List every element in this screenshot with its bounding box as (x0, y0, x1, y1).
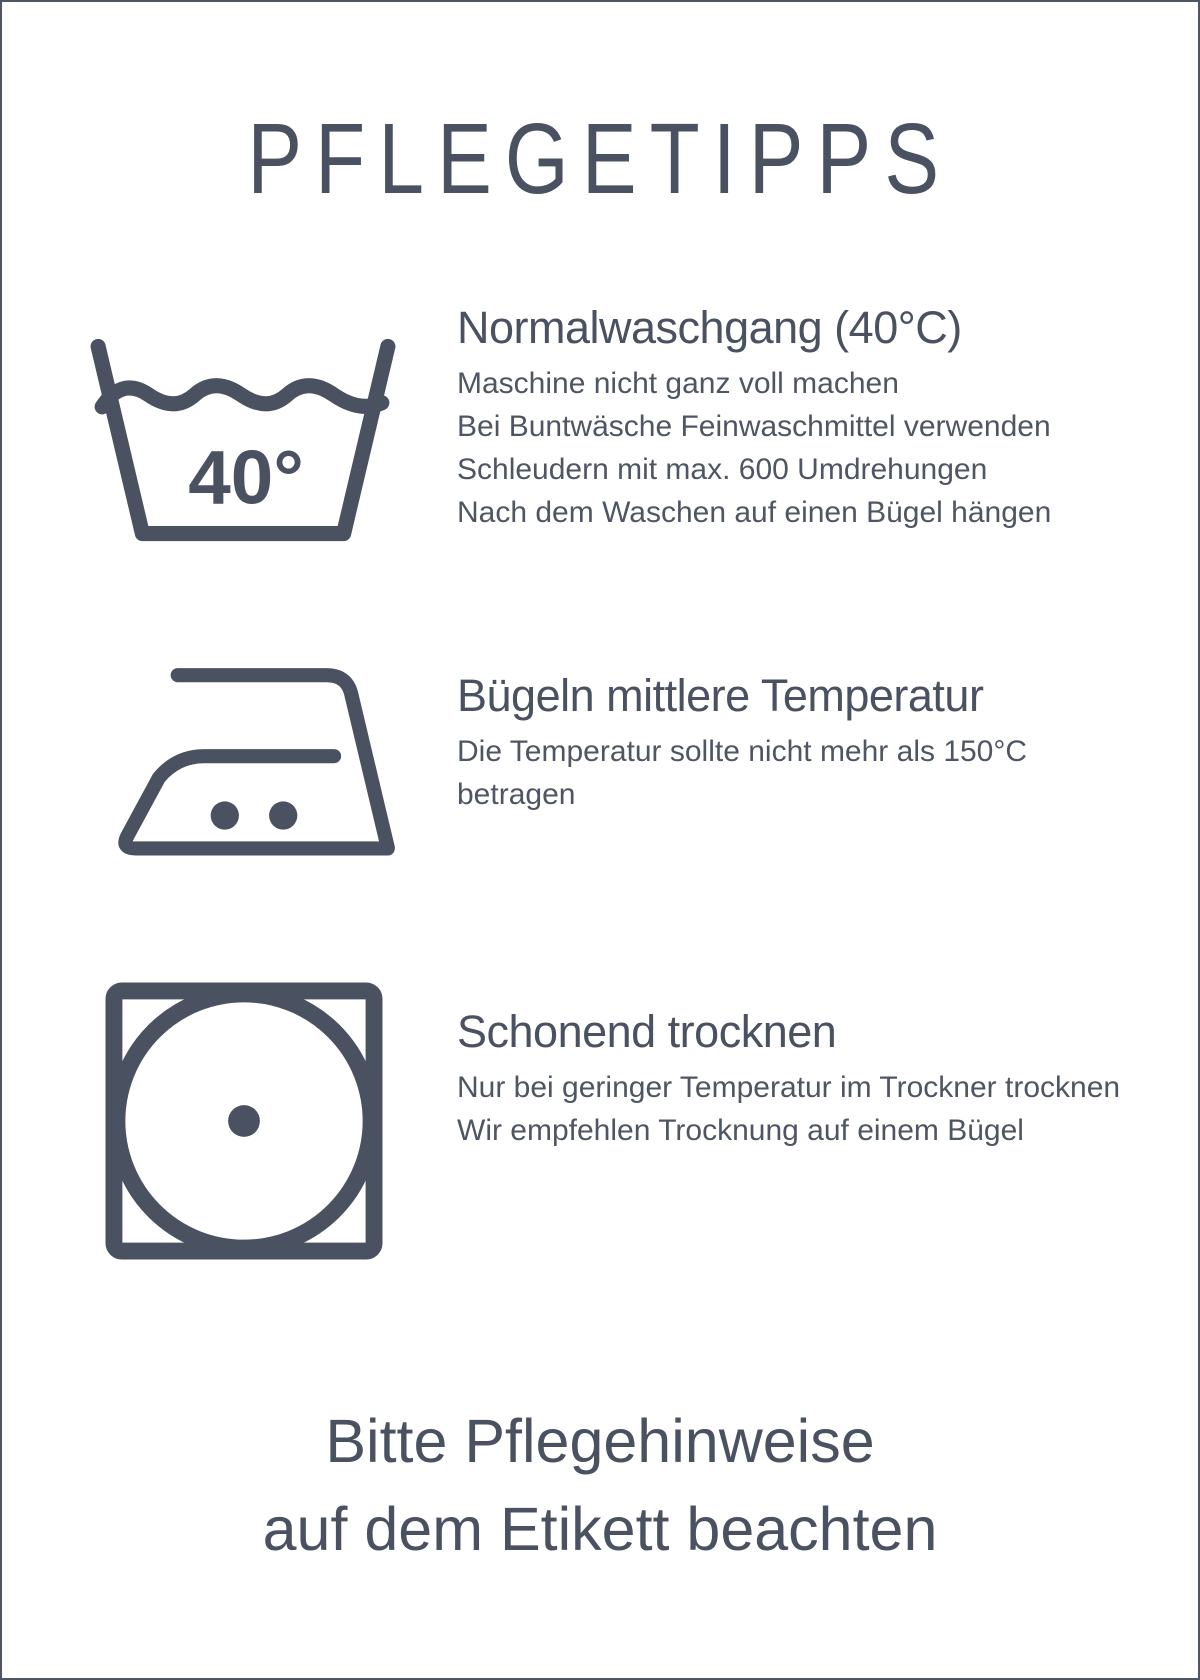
wash-line-2: Bei Buntwäsche Feinwaschmittel verwenden (457, 410, 1051, 443)
dry-line-1: Nur bei geringer Temperatur im Trockner trocknen (457, 1071, 1121, 1104)
iron-medium-temperature-icon (108, 660, 400, 858)
tumble-dry-gentle-icon (105, 982, 383, 1260)
footer-note (2, 1397, 1198, 1573)
wash-temperature-label: 40° (188, 435, 304, 521)
iron-instructions (457, 670, 1147, 816)
footer-line-1: Bitte Pflegehinweise (325, 1407, 875, 1475)
footer-line-2: auf dem Etikett beachten (262, 1495, 938, 1563)
dry-title: Schonend trocknen (457, 1006, 837, 1057)
wash-line-1: Maschine nicht ganz voll machen (457, 367, 899, 400)
dry-instructions (457, 1006, 1147, 1152)
wash-basin-40-icon (82, 332, 404, 549)
wash-instructions (457, 302, 1147, 534)
page-title (2, 102, 1198, 217)
wash-line-4: Nach dem Waschen auf einen Bügel hängen (457, 496, 1052, 529)
wash-title: Normalwaschgang (40°C) (457, 302, 962, 353)
iron-line-1: Die Temperatur sollte nicht mehr als 150°C betragen (457, 735, 1028, 811)
page-title-text: PFLEGETIPPS (247, 103, 953, 215)
iron-title: Bügeln mittlere Temperatur (457, 670, 984, 721)
dry-line-2: Wir empfehlen Trocknung auf einem Bügel (457, 1114, 1024, 1147)
wash-line-3: Schleudern mit max. 600 Umdrehungen (457, 453, 988, 486)
